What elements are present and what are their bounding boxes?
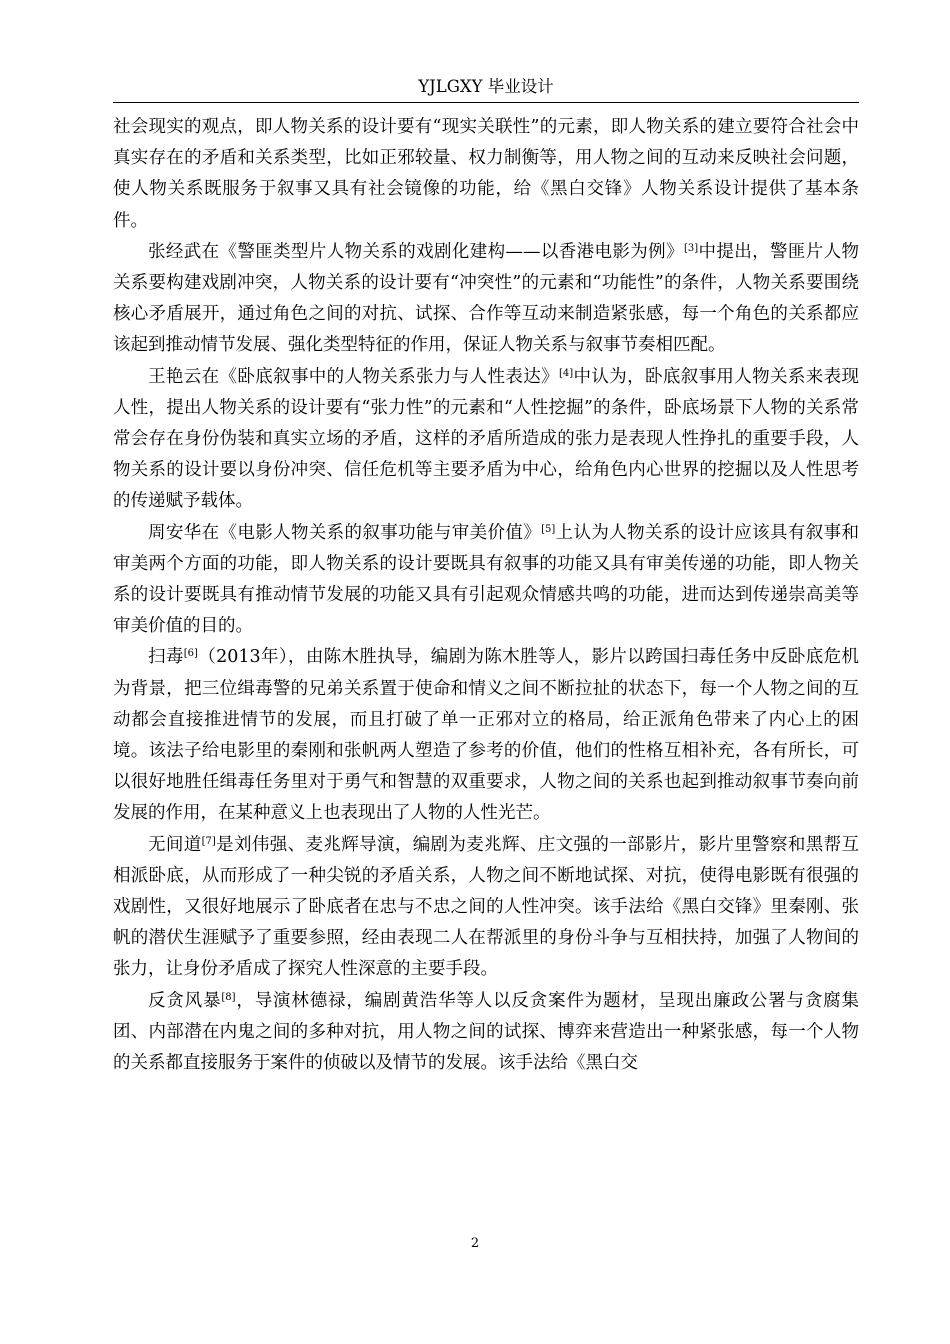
- body-text: [113, 112, 859, 1079]
- header-title: YJLGXY 毕业设计: [418, 77, 554, 96]
- citation-ref: [8]: [221, 991, 236, 1003]
- paragraph-text: 王艳云在《卧底叙事中的人物关系张力与人性表达》: [148, 366, 559, 387]
- citation-ref: [3]: [683, 242, 699, 254]
- paragraph-text: （2013年），由陈木胜执导，编剧为陈木胜等人，影片以跨国扫毒任务中反卧底危机为背景，把三位缉毒警的兄弟关系置于使命和情义之间不断拉扯的状态下，每一个人物之间的互动都会直接推进情节的发展，而且打破了单一正邪对立的格局，给正派角色带来了内心上的困境。该法子给电影里的秦刚和张帆两人塑造了参考的价值，他们的性格互相补充，各有所长，可以很好地胜任缉毒任务里对于勇气和智慧的双重要求，人物之间的关系也起到推动叙事节奏向前发展的作用，在某种意义上也表现出了人物的人性光芒。: [113, 647, 859, 824]
- paragraph-3: [113, 362, 859, 518]
- page-header: [113, 72, 859, 103]
- paragraph-text: 上认为人物关系的设计应该具有叙事和审美两个方面的功能，即人物关系的设计要既具有叙事的功能又具有审美传递的功能，即人物关系的设计要既具有推动情节发展的功能又具有引起观众情感共鸣的功能，进而达到传递崇高美等审美价值的目的。: [113, 522, 860, 637]
- citation-ref: [5]: [541, 523, 556, 535]
- paragraph-5: [113, 642, 859, 829]
- paragraph-7: [113, 986, 859, 1080]
- paragraph-text: 无间道: [148, 834, 202, 855]
- citation-ref: [4]: [558, 367, 574, 379]
- paragraph-6: [113, 830, 859, 986]
- citation-ref: [6]: [183, 648, 198, 660]
- paragraph-1: [113, 112, 859, 237]
- paragraph-text: 社会现实的观点，即人物关系的设计要有“现实关联性”的元素，即人物关系的建立要符合社会中真实存在的矛盾和关系类型，比如正邪较量、权力制衡等，用人物之间的互动来反映社会问题，使人物关系既服务于叙事又具有社会镜像的功能，给《黑白交锋》人物关系设计提供了基本条件。: [113, 117, 859, 231]
- paragraph-text: 反贪风暴: [148, 990, 222, 1011]
- paragraph-4: [113, 518, 859, 643]
- paragraph-text: 中认为，卧底叙事用人物关系来表现人性，提出人物关系的设计要有“张力性”的元素和“人性挖掘”的条件，卧底场景下人物的关系常常会存在身份伪装和真实立场的矛盾，这样的矛盾所造成的张力是表现人性挣扎的重要手段，人物关系的设计要以身份冲突、信任危机等主要矛盾为中心，给角色内心世界的挖掘以及人性思考的传递赋予载体。: [113, 366, 860, 512]
- paragraph-text: 张经武在《警匪类型片人物关系的戏剧化建构——以香港电影为例》: [148, 241, 684, 262]
- citation-ref: [7]: [201, 835, 216, 847]
- paragraph-2: [113, 237, 859, 362]
- paragraph-text: 中提出，警匪片人物关系要构建戏剧冲突，人物关系的设计要有“冲突性”的元素和“功能性”的条件，人物关系要围绕核心矛盾展开，通过角色之间的对抗、试探、合作等互动来制造紧张感，每一个角色的关系都应该起到推动情节发展、强化类型特征的作用，保证人物关系与叙事节奏相匹配。: [113, 241, 860, 356]
- page-number: 2: [470, 1236, 480, 1251]
- paragraph-text: 扫毒: [148, 647, 184, 668]
- paragraph-text: 是刘伟强、麦兆辉导演，编剧为麦兆辉、庄文强的一部影片，影片里警察和黑帮互相派卧底，从而形成了一种尖锐的矛盾关系，人物之间不断地试探、对抗，使得电影既有很强的戏剧性，又很好地展示了卧底者在忠与不忠之间的人性冲突。该手法给《黑白交锋》里秦刚、张帆的潜伏生涯赋予了重要参照，经由表现二人在帮派里的身份斗争与互相扶持，加强了人物间的张力，让身份矛盾成了探究人性深意的主要手段。: [113, 834, 860, 980]
- paragraph-text: ，导演林德禄，编剧黄浩华等人以反贪案件为题材，呈现出廉政公署与贪腐集团、内部潜在内鬼之间的多种对抗，用人物之间的试探、博弈来营造出一种紧张感，每一个人物的关系都直接服务于案件的侦破以及情节的发展。该手法给《黑白交: [113, 990, 860, 1074]
- paragraph-text: 周安华在《电影人物关系的叙事功能与审美价值》: [148, 522, 542, 543]
